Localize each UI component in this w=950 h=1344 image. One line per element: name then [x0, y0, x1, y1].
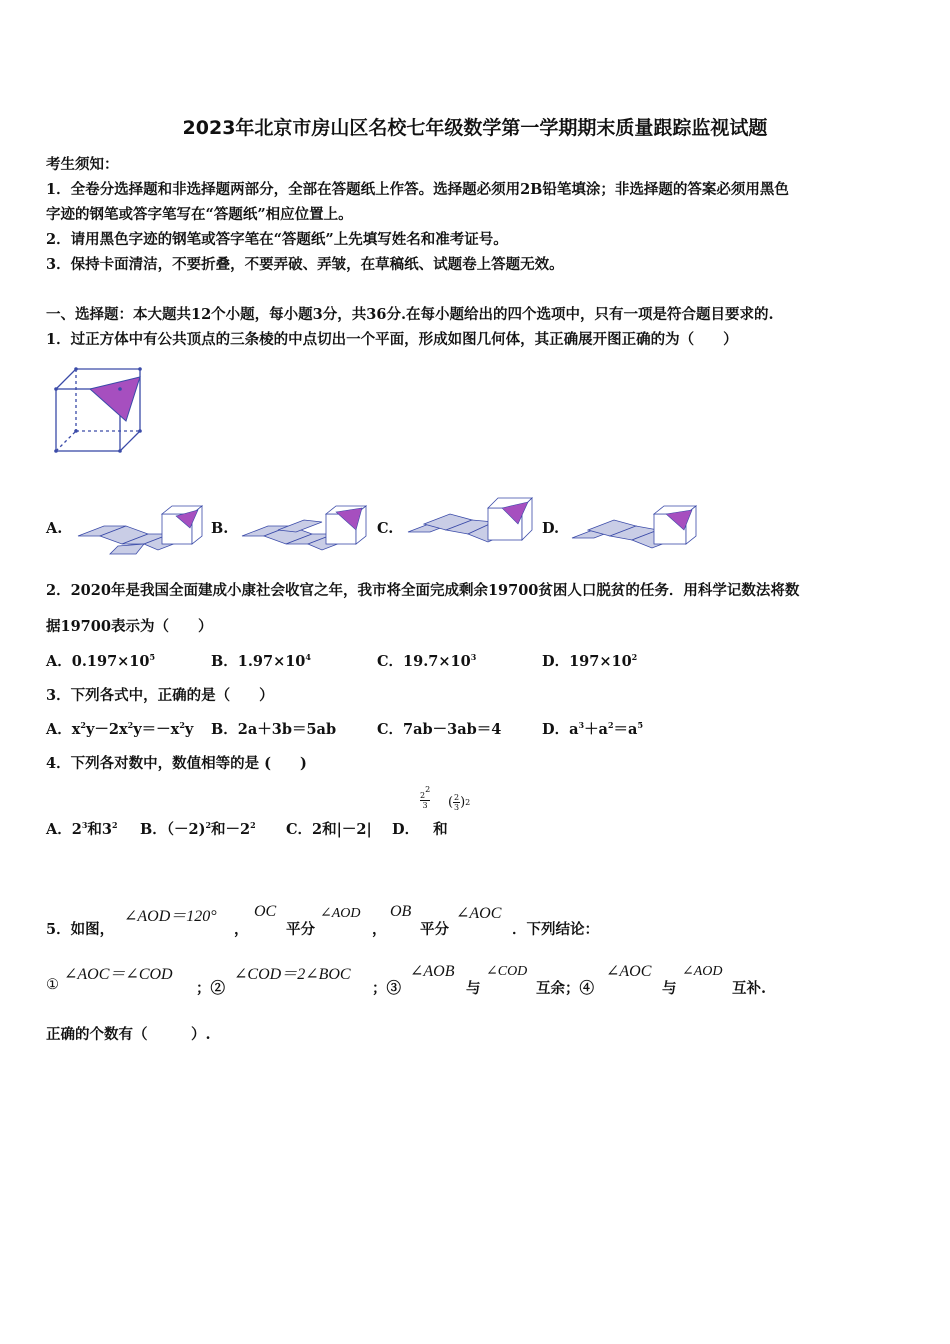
q2-option-d[interactable]: D．$197\times 10^2$ — [542, 652, 638, 670]
q5-conclusion-4-end: 互补. — [732, 980, 767, 997]
q2-option-a[interactable]: A．$0.197\times 10^5$ — [46, 652, 156, 670]
q5-angle-aoc: ∠AOC — [456, 905, 502, 922]
q2-option-c[interactable]: C．$19.7\times 10^3$ — [377, 652, 477, 670]
q5-angle-aod-value: ∠AOD＝120° — [124, 908, 217, 925]
q4-stem: 4．下列各对数中，数值相等的是 ( ) — [46, 755, 307, 772]
notice-heading: 考生须知： — [46, 156, 119, 173]
q4-option-b[interactable]: B．（－2)$^2$和$-2^2$ — [140, 820, 256, 838]
q5-bisect-1: 平分 — [286, 921, 315, 938]
q5-bisect-2: 平分 — [420, 921, 449, 938]
q1-option-a-net[interactable] — [74, 500, 204, 555]
q5-sep-3: ；③ — [372, 980, 401, 997]
q1-option-b-label: B. — [211, 520, 229, 537]
q1-option-d-net[interactable] — [568, 500, 698, 555]
q5-conclusion-2: ∠COD＝2∠BOC — [234, 966, 351, 983]
q4-fraction-right: ( 2 3 ) 2 — [448, 793, 471, 812]
q5-angle-aod: ∠AOD — [320, 906, 361, 921]
q3-option-c[interactable]: C．7ab－3ab＝4 — [377, 721, 502, 738]
q5-conclusion-4-and: 与 — [662, 980, 677, 997]
q4-fraction-left: $2^2$ 3 — [420, 785, 431, 810]
q5-conclusion-3b: ∠COD — [486, 964, 528, 979]
q1-option-b-net[interactable] — [238, 500, 368, 555]
q1-option-a-label: A. — [46, 520, 63, 537]
q4-option-d[interactable]: D． 和 — [392, 821, 448, 838]
q5-conclusion-3-and: 与 — [466, 980, 481, 997]
q5-prefix: 5．如图， — [46, 921, 115, 938]
q5-conclusion-3a: ∠AOB — [410, 963, 455, 980]
q3-option-d[interactable]: D．$a^3+a^2=a^5$ — [542, 720, 644, 738]
notice-item-3: 3．保持卡面清洁，不要折叠，不要弄破、弄皱，在草稿纸、试题卷上答题无效。 — [46, 256, 564, 273]
q5-comma-2: ， — [372, 921, 387, 938]
q5-question: 正确的个数有（ ）. — [46, 1026, 211, 1043]
q5-conclusion-1: ∠AOC＝∠COD — [64, 966, 173, 983]
q5-conclusion-3-end: 互余；④ — [536, 980, 594, 997]
q3-option-a[interactable]: A．$x^2y-2x^2y=-x^2y$ — [46, 720, 194, 738]
cube-figure — [52, 365, 144, 457]
q4-option-a[interactable]: A．$2^3$和$3^2$ — [46, 820, 118, 838]
q5-conclusion-4a: ∠AOC — [606, 963, 652, 980]
page-title: 2023年北京市房山区名校七年级数学第一学期期末质量跟踪监视试题 — [182, 117, 768, 139]
q2-stem-line-2: 据19700表示为（ ） — [46, 618, 213, 635]
notice-item-1-line-2: 字迹的钢笔或答字笔写在“答题纸”相应位置上。 — [46, 206, 353, 223]
q4-option-c[interactable]: C．2和|－2| — [286, 821, 372, 838]
q5-conclusion-4b: ∠AOD — [682, 964, 723, 979]
notice-item-1-line-1: 1．全卷分选择题和非选择题两部分，全部在答题纸上作答。选择题必须用2B铅笔填涂；非选择题的答案必须用黑色 — [46, 181, 789, 198]
q3-option-b[interactable]: B．2a＋3b＝5ab — [211, 721, 337, 738]
q5-ob: OB — [390, 903, 412, 920]
q3-stem: 3．下列各式中，正确的是（ ） — [46, 687, 274, 704]
q1-option-c-label: C. — [377, 520, 394, 537]
q1-stem: 1．过正方体中有公共顶点的三条棱的中点切出一个平面，形成如图几何体，其正确展开图正确的为（ ） — [46, 331, 738, 348]
q5-sep-2: ；② — [196, 980, 225, 997]
notice-item-2: 2．请用黑色字迹的钢笔或答字笔在“答题纸”上先填写姓名和准考证号。 — [46, 231, 508, 248]
q2-stem-line-1: 2．2020年是我国全面建成小康社会收官之年，我市将全面完成剩余19700贫困人口脱贫的任务．用科学记数法将数 — [46, 582, 800, 599]
q5-conclusion-1-number: ① — [46, 977, 59, 993]
section-heading: 一、选择题：本大题共12个小题，每小题3分，共36分.在每小题给出的四个选项中，只有一项是符合题目要求的. — [46, 306, 774, 323]
q2-option-b[interactable]: B．$1.97\times 10^4$ — [211, 652, 311, 670]
q5-oc: OC — [254, 903, 277, 920]
q5-comma-1: ， — [234, 921, 249, 938]
q5-conclusions-lead: ．下列结论： — [512, 921, 599, 938]
q1-option-d-label: D. — [542, 520, 560, 537]
q1-option-c-net[interactable] — [404, 494, 534, 549]
